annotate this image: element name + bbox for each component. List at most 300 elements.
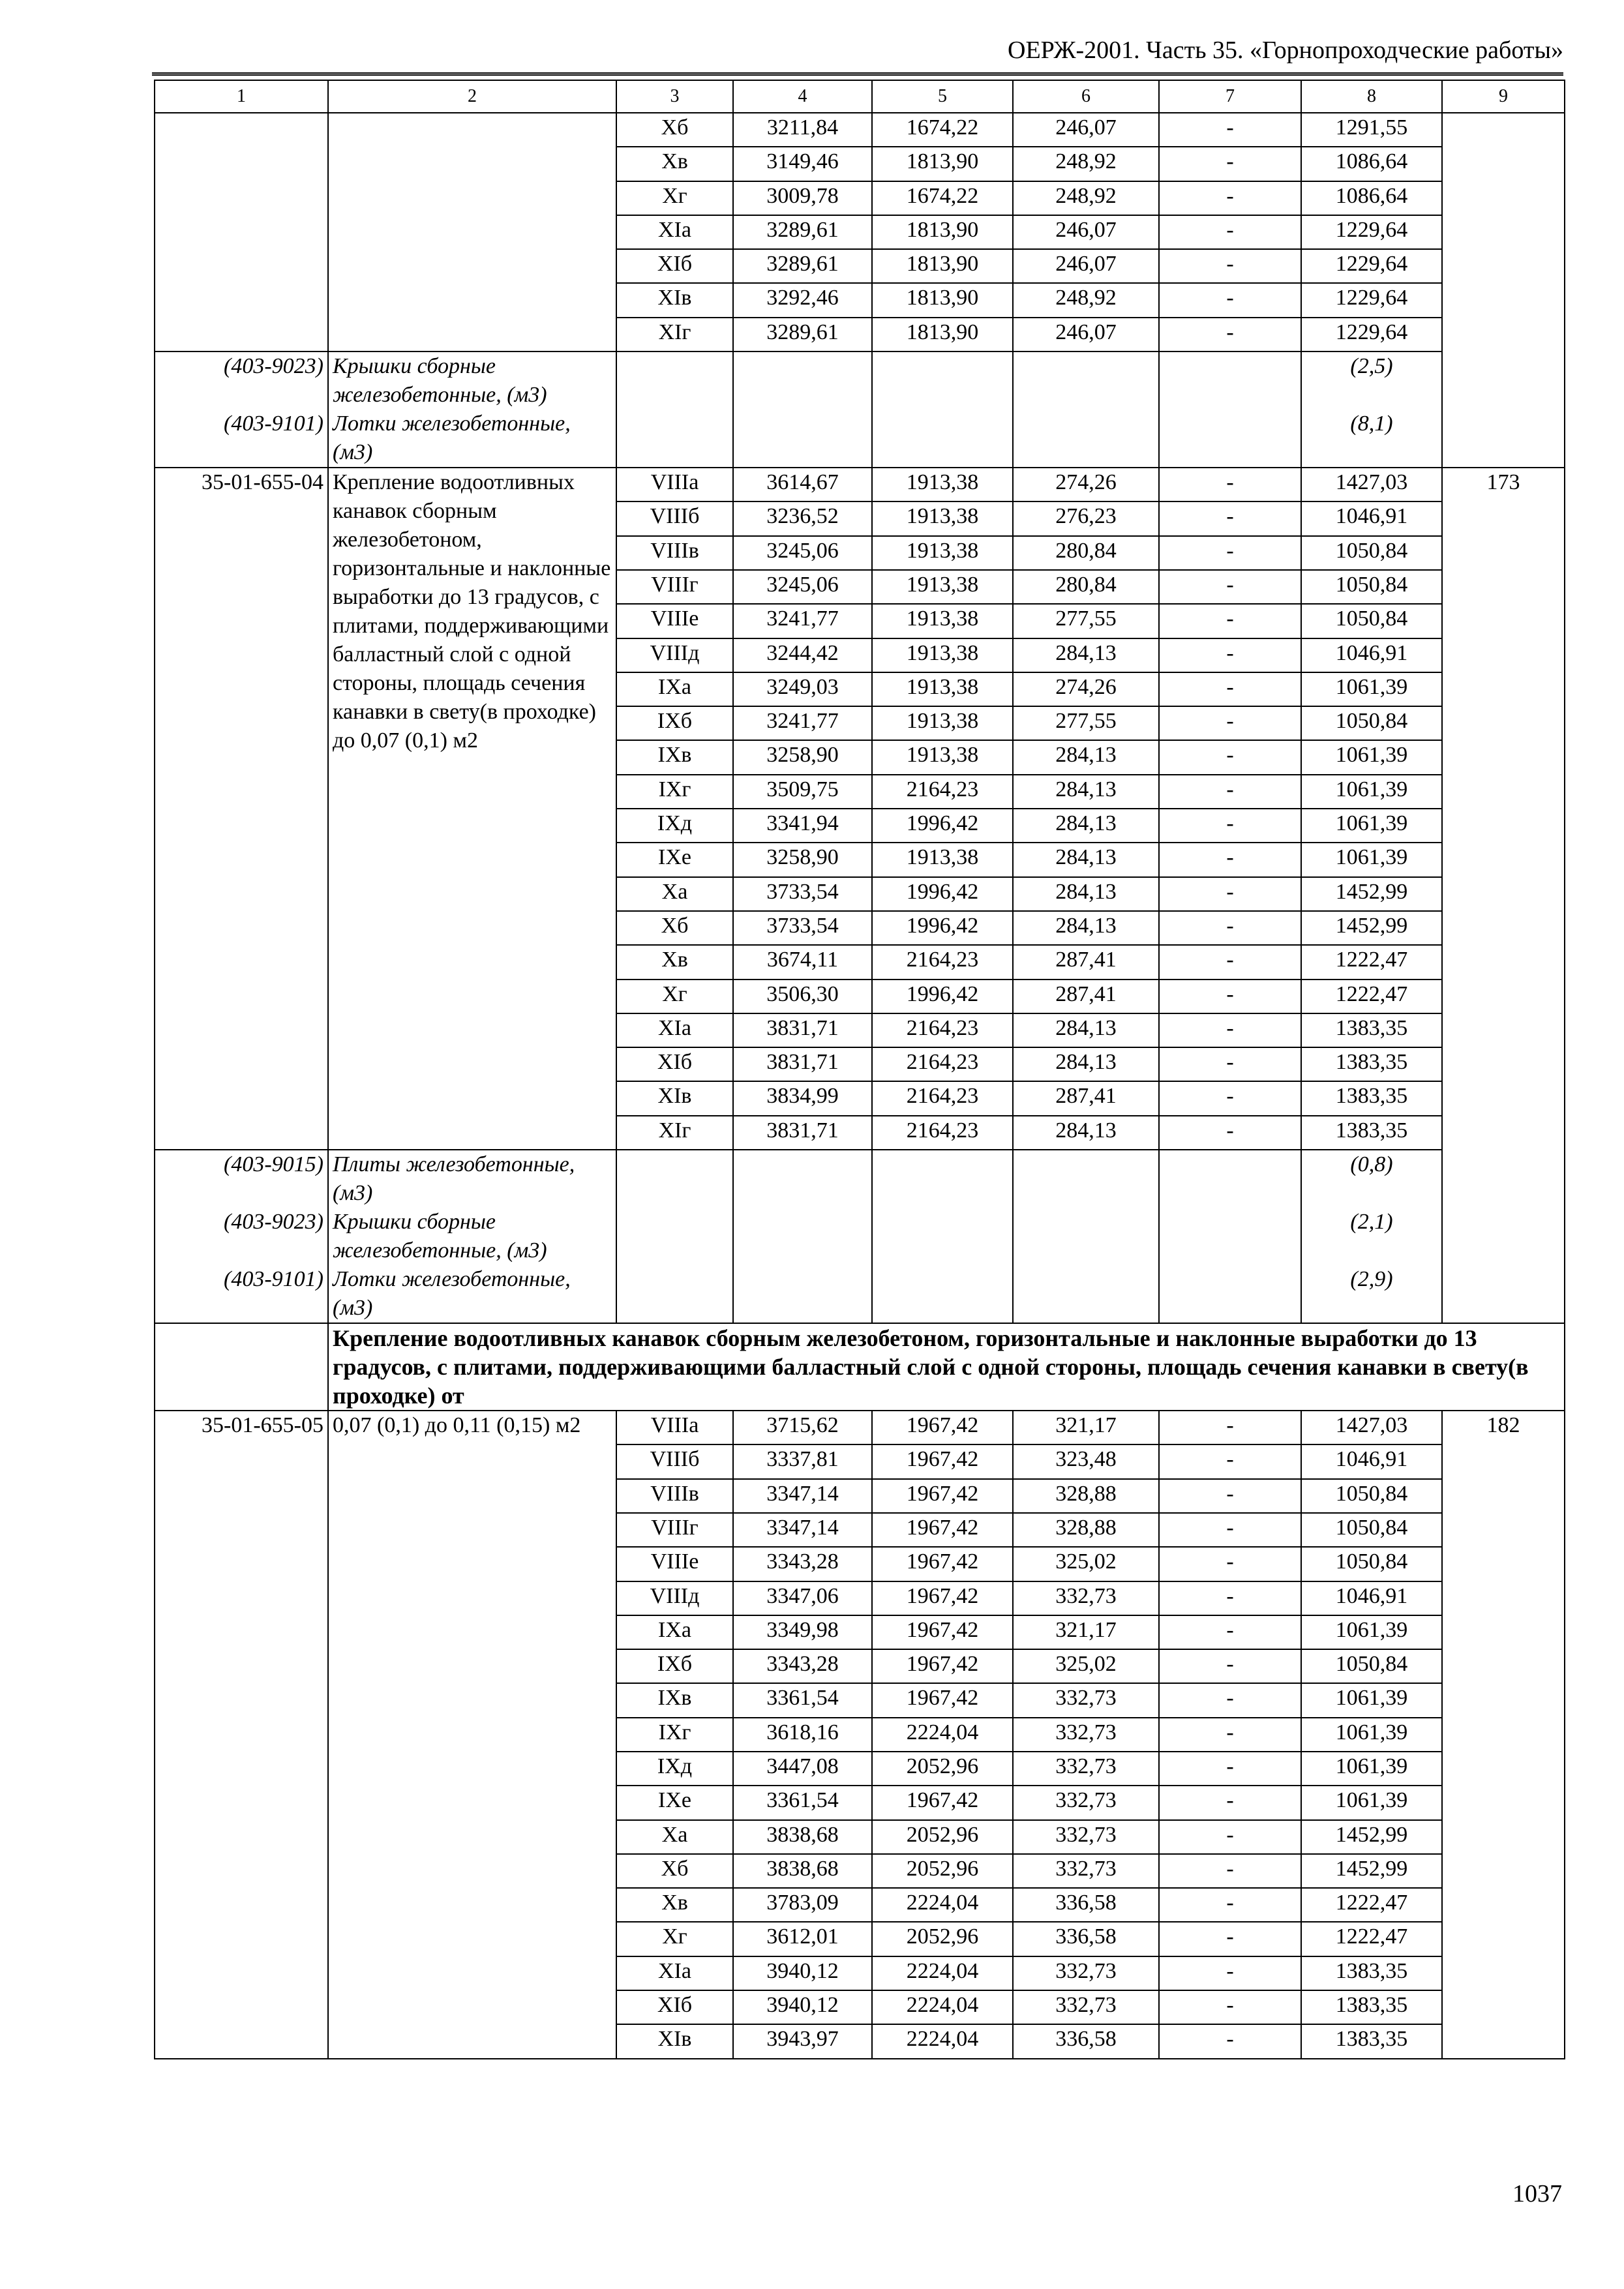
table-cell: IXд (616, 1752, 733, 1786)
resource-code: (403-9101) (155, 410, 328, 468)
table-cell: 1046,91 (1301, 638, 1442, 672)
table-cell: 1813,90 (872, 215, 1013, 249)
resource-value: (2,9) (1301, 1265, 1442, 1323)
table-cell: 3943,97 (733, 2024, 872, 2058)
table-cell: 3249,03 (733, 672, 872, 706)
table-cell: 3241,77 (733, 706, 872, 740)
table-cell: IXг (616, 775, 733, 809)
table-cell: 2052,96 (872, 1752, 1013, 1786)
table-cell: 284,13 (1013, 877, 1159, 911)
table-cell: 1061,39 (1301, 775, 1442, 809)
table-cell: VIIIе (616, 1547, 733, 1581)
table-cell: 2224,04 (872, 1888, 1013, 1922)
column-number-row (155, 80, 1565, 113)
table-cell: 328,88 (1013, 1513, 1159, 1547)
table-cell: 3506,30 (733, 980, 872, 1013)
table-cell: 3289,61 (733, 215, 872, 249)
table-cell: 284,13 (1013, 1047, 1159, 1081)
table-cell: - (1159, 1116, 1301, 1150)
table-cell: 3838,68 (733, 1820, 872, 1854)
table-cell: 1229,64 (1301, 318, 1442, 352)
table-cell: - (1159, 2024, 1301, 2058)
table-cell: IXе (616, 1786, 733, 1819)
table-cell: 1383,35 (1301, 1116, 1442, 1150)
table-cell: 1967,42 (872, 1547, 1013, 1581)
table-cell: VIIIа (616, 1411, 733, 1444)
table-cell: - (1159, 468, 1301, 501)
table-cell: 3245,06 (733, 570, 872, 604)
table-cell: 1996,42 (872, 980, 1013, 1013)
table-cell: 3341,94 (733, 809, 872, 843)
table-cell: 1913,38 (872, 604, 1013, 638)
table-cell: 287,41 (1013, 1081, 1159, 1115)
table-cell: 1913,38 (872, 570, 1013, 604)
table-cell: 1913,38 (872, 740, 1013, 774)
table-cell: 3244,42 (733, 638, 872, 672)
table-cell: 284,13 (1013, 740, 1159, 774)
table-cell: 2164,23 (872, 1047, 1013, 1081)
rates-table (154, 80, 1565, 2059)
table-cell: XIб (616, 1990, 733, 2024)
rate-description: Крепление водоотливных канавок сборным железобетоном, горизонтальные и наклонные выработки до 13 градусов, с плитами, поддерживающими балластный слой с одной стороны, площадь сечения канавки в свету(в проходке) до 0,07 (0,1) м2 (328, 468, 616, 1150)
table-cell: 3834,99 (733, 1081, 872, 1115)
table-cell: - (1159, 1820, 1301, 1854)
table-cell: VIIIг (616, 570, 733, 604)
table-cell: - (1159, 1752, 1301, 1786)
table-cell: 1674,22 (872, 181, 1013, 215)
table-cell: 246,07 (1013, 249, 1159, 283)
table-cell: - (1159, 843, 1301, 876)
table-cell: 323,48 (1013, 1444, 1159, 1478)
table-cell: 336,58 (1013, 2024, 1159, 2058)
resource-name: Лотки железобетонные, (м3) (328, 1265, 616, 1323)
empty-cell (872, 1265, 1013, 1323)
table-cell: - (1159, 638, 1301, 672)
table-cell: 3509,75 (733, 775, 872, 809)
table-row (155, 468, 1565, 501)
table-cell: 1913,38 (872, 638, 1013, 672)
empty-cell (733, 1150, 872, 1208)
table-cell: - (1159, 1956, 1301, 1990)
table-cell: 1061,39 (1301, 1615, 1442, 1649)
empty-cell (1159, 352, 1301, 410)
table-cell: 1050,84 (1301, 536, 1442, 570)
table-cell: 1813,90 (872, 318, 1013, 352)
table-cell: Xг (616, 1922, 733, 1956)
resource-code: (403-9023) (155, 1208, 328, 1265)
table-cell: 1222,47 (1301, 1888, 1442, 1922)
table-cell: 1996,42 (872, 809, 1013, 843)
table-cell: 287,41 (1013, 945, 1159, 979)
table-cell: 274,26 (1013, 468, 1159, 501)
table-cell: 1967,42 (872, 1649, 1013, 1683)
rate-code: 35-01-655-05 (155, 1411, 328, 2059)
table-cell: 284,13 (1013, 809, 1159, 843)
table-cell: 332,73 (1013, 1581, 1159, 1615)
page-header-title: ОЕРЖ-2001. Часть 35. «Горнопроходческие работы» (1008, 37, 1563, 64)
column-number: 8 (1301, 80, 1442, 113)
table-cell: 1050,84 (1301, 1513, 1442, 1547)
table-cell: Xб (616, 113, 733, 147)
table-cell: VIIIд (616, 1581, 733, 1615)
table-cell: 332,73 (1013, 1956, 1159, 1990)
resource-value: (2,1) (1301, 1208, 1442, 1265)
table-cell: - (1159, 501, 1301, 535)
table-cell: 3783,09 (733, 1888, 872, 1922)
empty-cell (872, 352, 1013, 410)
column-number: 9 (1442, 80, 1565, 113)
table-cell: Xв (616, 1888, 733, 1922)
rate-column-9: 182 (1442, 1411, 1565, 2059)
table-cell: - (1159, 181, 1301, 215)
rate-code-cell (155, 113, 328, 352)
empty-cell (616, 352, 733, 410)
table-cell: XIа (616, 1013, 733, 1047)
table-cell: 3349,98 (733, 1615, 872, 1649)
table-cell: XIв (616, 1081, 733, 1115)
resource-value: (8,1) (1301, 410, 1442, 468)
table-cell: 332,73 (1013, 1683, 1159, 1717)
table-cell: 3733,54 (733, 877, 872, 911)
table-cell: 3831,71 (733, 1013, 872, 1047)
rate-code: 35-01-655-04 (155, 468, 328, 1150)
empty-cell (872, 410, 1013, 468)
table-cell: 3361,54 (733, 1786, 872, 1819)
empty-cell (1159, 410, 1301, 468)
table-cell: - (1159, 249, 1301, 283)
resource-name: Лотки железобетонные, (м3) (328, 410, 616, 468)
empty-cell (616, 410, 733, 468)
table-cell: XIа (616, 1956, 733, 1990)
rate-column-9-cell (1442, 113, 1565, 468)
table-cell: - (1159, 604, 1301, 638)
table-cell: 332,73 (1013, 1786, 1159, 1819)
table-cell: 3614,67 (733, 468, 872, 501)
table-row (155, 113, 1565, 147)
empty-cell (1159, 1265, 1301, 1323)
table-cell: - (1159, 911, 1301, 945)
table-cell: 284,13 (1013, 638, 1159, 672)
resource-name: Крышки сборные железобетонные, (м3) (328, 1208, 616, 1265)
table-cell: 1050,84 (1301, 1649, 1442, 1683)
table-cell: 1061,39 (1301, 672, 1442, 706)
table-cell: VIIIа (616, 468, 733, 501)
table-cell: - (1159, 1718, 1301, 1752)
resource-note-row (155, 1208, 1565, 1265)
empty-cell (616, 1150, 733, 1208)
table-cell: 2052,96 (872, 1922, 1013, 1956)
table-cell: - (1159, 706, 1301, 740)
empty-cell (616, 1265, 733, 1323)
table-cell: 2224,04 (872, 1956, 1013, 1990)
table-cell: 1913,38 (872, 672, 1013, 706)
table-cell: 3258,90 (733, 843, 872, 876)
table-cell: 246,07 (1013, 215, 1159, 249)
rate-column-9: 173 (1442, 468, 1565, 1323)
table-cell: 1996,42 (872, 911, 1013, 945)
column-number: 1 (155, 80, 328, 113)
table-cell: - (1159, 980, 1301, 1013)
table-cell: VIIIд (616, 638, 733, 672)
table-cell: 3361,54 (733, 1683, 872, 1717)
table-cell: 3674,11 (733, 945, 872, 979)
table-cell: - (1159, 1581, 1301, 1615)
table-cell: 1046,91 (1301, 1444, 1442, 1478)
table-cell: 1050,84 (1301, 604, 1442, 638)
table-cell: 3831,71 (733, 1116, 872, 1150)
table-cell: 1967,42 (872, 1479, 1013, 1513)
table-cell: 1291,55 (1301, 113, 1442, 147)
table-cell: 1061,39 (1301, 1718, 1442, 1752)
table-cell: 1086,64 (1301, 147, 1442, 181)
table-cell: 332,73 (1013, 1854, 1159, 1888)
table-cell: - (1159, 1479, 1301, 1513)
table-cell: 2164,23 (872, 1013, 1013, 1047)
table-cell: - (1159, 1047, 1301, 1081)
empty-cell (872, 1208, 1013, 1265)
table-cell: - (1159, 1990, 1301, 2024)
table-cell: IXб (616, 706, 733, 740)
table-cell: XIв (616, 283, 733, 317)
rate-description-cell (328, 113, 616, 352)
table-cell: 280,84 (1013, 536, 1159, 570)
table-cell: 3289,61 (733, 249, 872, 283)
table-cell: 2052,96 (872, 1854, 1013, 1888)
table-cell: 1061,39 (1301, 809, 1442, 843)
table-row (155, 1411, 1565, 1444)
table-cell: 1913,38 (872, 843, 1013, 876)
table-cell: 248,92 (1013, 147, 1159, 181)
table-cell: 1222,47 (1301, 945, 1442, 979)
table-cell: - (1159, 1649, 1301, 1683)
table-cell: VIIIе (616, 604, 733, 638)
table-cell: 1061,39 (1301, 1786, 1442, 1819)
table-cell: 1967,42 (872, 1683, 1013, 1717)
table-cell: XIг (616, 1116, 733, 1150)
table-cell: 1086,64 (1301, 181, 1442, 215)
table-cell: VIIIв (616, 536, 733, 570)
table-cell: - (1159, 877, 1301, 911)
table-cell: - (1159, 1615, 1301, 1649)
table-cell: - (1159, 1411, 1301, 1444)
table-cell: 1050,84 (1301, 1479, 1442, 1513)
table-cell: Xа (616, 1820, 733, 1854)
resource-code: (403-9101) (155, 1265, 328, 1323)
table-cell: 284,13 (1013, 911, 1159, 945)
table-cell: IXг (616, 1718, 733, 1752)
table-cell: 332,73 (1013, 1820, 1159, 1854)
resource-code: (403-9023) (155, 352, 328, 410)
table-cell: 3245,06 (733, 536, 872, 570)
column-number: 7 (1159, 80, 1301, 113)
column-number: 6 (1013, 80, 1159, 113)
table-cell: - (1159, 1547, 1301, 1581)
table-cell: 3347,06 (733, 1581, 872, 1615)
resource-name: Плиты железобетонные, (м3) (328, 1150, 616, 1208)
table-cell: - (1159, 1786, 1301, 1819)
table-cell: 3211,84 (733, 113, 872, 147)
table-cell: 1229,64 (1301, 283, 1442, 317)
table-cell: 3343,28 (733, 1547, 872, 1581)
table-cell: 1383,35 (1301, 1047, 1442, 1081)
table-cell: - (1159, 775, 1301, 809)
table-cell: Xг (616, 181, 733, 215)
table-cell: 284,13 (1013, 1013, 1159, 1047)
table-cell: 284,13 (1013, 1116, 1159, 1150)
empty-cell (733, 352, 872, 410)
table-cell: - (1159, 283, 1301, 317)
table-cell: 3347,14 (733, 1479, 872, 1513)
table-cell: 1967,42 (872, 1581, 1013, 1615)
empty-cell (1013, 410, 1159, 468)
table-cell: 277,55 (1013, 706, 1159, 740)
table-cell: 3258,90 (733, 740, 872, 774)
table-cell: 1229,64 (1301, 215, 1442, 249)
table-cell: 1383,35 (1301, 2024, 1442, 2058)
table-cell: Xб (616, 1854, 733, 1888)
table-cell: XIб (616, 1047, 733, 1081)
table-cell: 287,41 (1013, 980, 1159, 1013)
table-cell: 1452,99 (1301, 1820, 1442, 1854)
section-heading-row (155, 1323, 1565, 1411)
table-cell: 3618,16 (733, 1718, 872, 1752)
table-cell: 1813,90 (872, 283, 1013, 317)
table-cell: 1383,35 (1301, 1081, 1442, 1115)
table-cell: 332,73 (1013, 1718, 1159, 1752)
column-number: 4 (733, 80, 872, 113)
table-cell: Xа (616, 877, 733, 911)
table-cell: - (1159, 1013, 1301, 1047)
table-cell: - (1159, 1683, 1301, 1717)
rate-description: 0,07 (0,1) до 0,11 (0,15) м2 (328, 1411, 616, 2059)
table-cell: 1061,39 (1301, 740, 1442, 774)
empty-cell (733, 1265, 872, 1323)
table-cell: 1383,35 (1301, 1013, 1442, 1047)
table-cell: - (1159, 1081, 1301, 1115)
table-cell: 328,88 (1013, 1479, 1159, 1513)
table-cell: 1061,39 (1301, 1683, 1442, 1717)
table-cell: 3337,81 (733, 1444, 872, 1478)
table-cell: 3838,68 (733, 1854, 872, 1888)
table-cell: 1050,84 (1301, 570, 1442, 604)
table-cell: 1996,42 (872, 877, 1013, 911)
table-cell: 1967,42 (872, 1444, 1013, 1478)
empty-cell (1013, 1265, 1159, 1323)
table-cell: - (1159, 570, 1301, 604)
table-cell: VIIIг (616, 1513, 733, 1547)
page-number: 1037 (1512, 2180, 1562, 2207)
table-cell: 336,58 (1013, 1888, 1159, 1922)
table-cell: - (1159, 318, 1301, 352)
table-cell: 1813,90 (872, 249, 1013, 283)
table-cell: 280,84 (1013, 570, 1159, 604)
table-cell: 1050,84 (1301, 706, 1442, 740)
table-cell: 1046,91 (1301, 1581, 1442, 1615)
table-cell: XIб (616, 249, 733, 283)
table-cell: IXд (616, 809, 733, 843)
table-cell: - (1159, 672, 1301, 706)
table-cell: 1427,03 (1301, 468, 1442, 501)
table-cell: 3715,62 (733, 1411, 872, 1444)
resource-note-row (155, 1265, 1565, 1323)
empty-cell (616, 1208, 733, 1265)
table-cell: 1913,38 (872, 706, 1013, 740)
table-cell: 284,13 (1013, 775, 1159, 809)
table-cell: 1222,47 (1301, 1922, 1442, 1956)
table-cell: 1674,22 (872, 113, 1013, 147)
table-cell: 1222,47 (1301, 980, 1442, 1013)
resource-code: (403-9015) (155, 1150, 328, 1208)
table-cell: 1452,99 (1301, 877, 1442, 911)
table-cell: VIIIб (616, 1444, 733, 1478)
table-cell: 332,73 (1013, 1752, 1159, 1786)
resource-value: (2,5) (1301, 352, 1442, 410)
table-cell: 2164,23 (872, 945, 1013, 979)
resource-name: Крышки сборные железобетонные, (м3) (328, 352, 616, 410)
table-cell: IXв (616, 1683, 733, 1717)
table-cell: IXа (616, 672, 733, 706)
table-cell: 1452,99 (1301, 1854, 1442, 1888)
empty-cell (1159, 1150, 1301, 1208)
table-cell: 1050,84 (1301, 1547, 1442, 1581)
table-cell: 1967,42 (872, 1615, 1013, 1649)
table-cell: IXе (616, 843, 733, 876)
table-cell: 1967,42 (872, 1411, 1013, 1444)
table-cell: 1046,91 (1301, 501, 1442, 535)
table-cell: - (1159, 740, 1301, 774)
table-cell: 1913,38 (872, 468, 1013, 501)
table-cell: 1452,99 (1301, 911, 1442, 945)
table-cell: 3347,14 (733, 1513, 872, 1547)
table-cell: 2224,04 (872, 2024, 1013, 2058)
table-cell: - (1159, 1444, 1301, 1478)
table-cell: IXв (616, 740, 733, 774)
empty-cell (1013, 352, 1159, 410)
table-cell: 2164,23 (872, 1081, 1013, 1115)
table-cell: 248,92 (1013, 181, 1159, 215)
table-cell: 1061,39 (1301, 1752, 1442, 1786)
table-cell: IXб (616, 1649, 733, 1683)
table-cell: 2052,96 (872, 1820, 1013, 1854)
table-cell: Xв (616, 147, 733, 181)
table-cell: 2164,23 (872, 1116, 1013, 1150)
table-cell: - (1159, 1888, 1301, 1922)
table-cell: 325,02 (1013, 1649, 1159, 1683)
table-cell: 2164,23 (872, 775, 1013, 809)
table-cell: 1229,64 (1301, 249, 1442, 283)
table-cell: - (1159, 945, 1301, 979)
table-cell: 3236,52 (733, 501, 872, 535)
table-cell: 3733,54 (733, 911, 872, 945)
table-cell: 3009,78 (733, 181, 872, 215)
table-cell: IXа (616, 1615, 733, 1649)
table-cell: 321,17 (1013, 1411, 1159, 1444)
resource-note-row (155, 352, 1565, 410)
resource-value: (0,8) (1301, 1150, 1442, 1208)
table-cell: 1967,42 (872, 1786, 1013, 1819)
table-cell: 246,07 (1013, 113, 1159, 147)
table-cell: 246,07 (1013, 318, 1159, 352)
column-number: 3 (616, 80, 733, 113)
empty-cell (872, 1150, 1013, 1208)
table-cell: 3289,61 (733, 318, 872, 352)
table-cell: 332,73 (1013, 1990, 1159, 2024)
table-cell: 3343,28 (733, 1649, 872, 1683)
table-cell: 284,13 (1013, 843, 1159, 876)
table-cell: 3292,46 (733, 283, 872, 317)
table-cell: - (1159, 113, 1301, 147)
table-cell: 321,17 (1013, 1615, 1159, 1649)
